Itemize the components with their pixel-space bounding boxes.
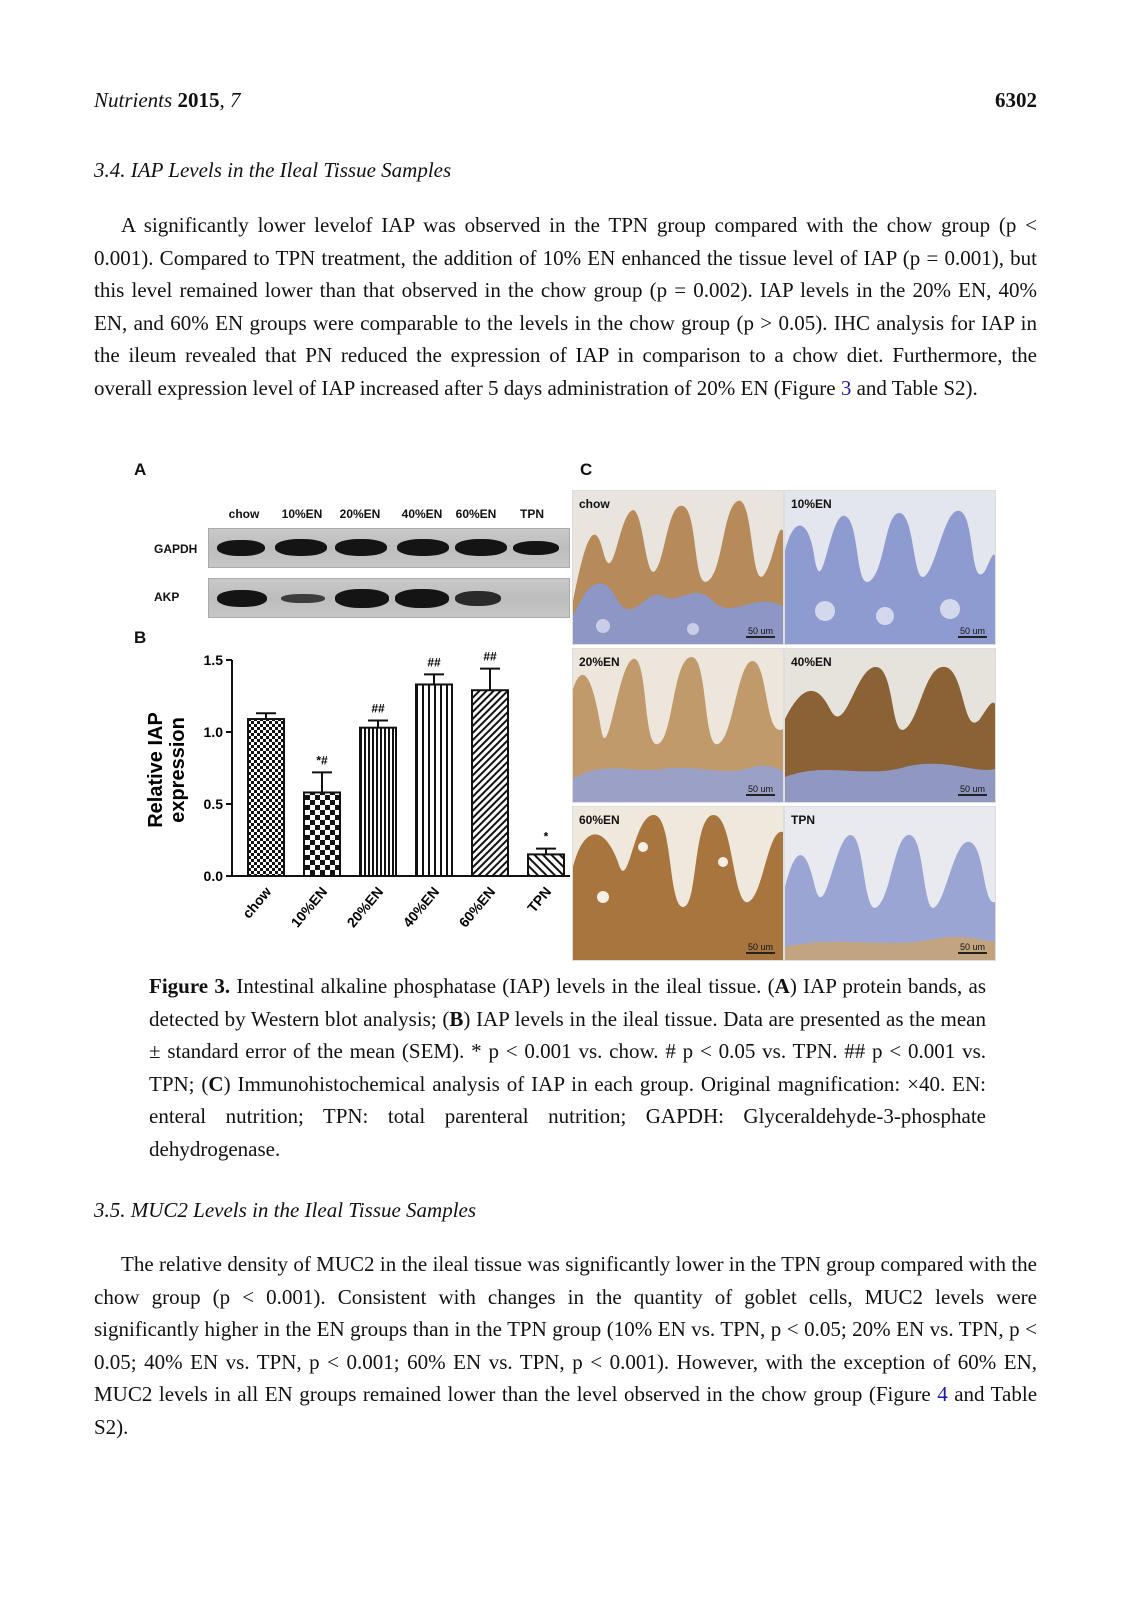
ihc-label: 40%EN xyxy=(791,655,832,669)
journal-volume: 7 xyxy=(229,88,241,112)
scale-bar: 50 um xyxy=(959,942,985,952)
significance-marker: ## xyxy=(483,649,497,664)
ihc-label: TPN xyxy=(791,813,815,827)
lane-label: 40%EN xyxy=(401,507,443,521)
panel-a-letter: A xyxy=(134,460,147,479)
y-axis-label xyxy=(145,712,189,828)
lane-label: 10%EN xyxy=(281,507,323,521)
lane-label: 20%EN xyxy=(339,507,381,521)
paragraph-text-end: and Table S2). xyxy=(851,375,978,400)
x-tick-labels xyxy=(239,884,554,931)
significance-marker: *# xyxy=(316,753,328,768)
ihc-image-tpn xyxy=(784,806,996,961)
scale-bar: 50 um xyxy=(747,942,773,952)
ihc-image-chow xyxy=(572,490,784,645)
bars xyxy=(248,650,564,876)
x-tick-label: 40%EN xyxy=(399,883,443,931)
x-tick-label: chow xyxy=(239,883,275,922)
x-tick-label: 60%EN xyxy=(455,883,499,931)
y-tick-label: 0.0 xyxy=(203,868,223,884)
section-3-5-title: 3.5. MUC2 Levels in the Ileal Tissue Samples xyxy=(94,1198,477,1222)
blot-band xyxy=(455,539,507,556)
ihc-image-10en xyxy=(784,490,996,645)
x-tick-label: TPN xyxy=(524,883,555,916)
akp-blot-strip xyxy=(208,578,570,618)
y-tick-label: 1.0 xyxy=(203,724,223,740)
caption-text: Intestinal alkaline phosphatase (IAP) levels in the ileal tissue. ( xyxy=(230,974,775,998)
y-tick-label: 1.5 xyxy=(203,652,223,668)
ihc-label: 20%EN xyxy=(579,655,620,669)
bar xyxy=(304,792,340,876)
bar xyxy=(528,854,564,876)
ihc-label: 10%EN xyxy=(791,497,832,511)
blot-band xyxy=(395,589,449,608)
caption-text: ) Immunohistochemical analysis of IAP in each group. Original magnification: ×40. EN: enteral nutrition; TPN: total parenteral nutrition; GAPDH: Glyceraldehyde-3-phosphate dehydrogenase. xyxy=(149,1071,987,1161)
blot-band xyxy=(335,589,389,608)
running-header xyxy=(94,88,1037,116)
caption-text: ) IAP levels in the ileal tissue. Data are presented as the mean ± standard error of the mean (SEM). * p < 0.001 vs. chow. # p < 0.05 vs. TPN. ## p < 0.001 vs. TPN; ( xyxy=(149,1006,986,1096)
blot-band xyxy=(397,539,449,556)
y-tick-label: 0.5 xyxy=(203,796,223,812)
lane-label: TPN xyxy=(520,507,544,521)
caption-label: Figure 3. xyxy=(149,974,231,998)
bar xyxy=(360,728,396,876)
paragraph-text: A significantly lower levelof IAP was observed in the TPN group compared with the chow group (p < 0.001). Compared to TPN treatment, the addition of 10% EN enhanced the tissue level of IAP (p = 0.001), but this level remained lower than that observed in the chow group (p = 0.002). IAP levels in the 20% EN, 40% EN, and 60% EN groups were comparable to the levels in the chow group (p > 0.05). IHC analysis for IAP in the ileum revealed that PN reduced the expression of IAP in comparison to a chow diet. Furthermore, the overall expression level of IAP increased after 5 days administration of 20% EN (Figure xyxy=(94,213,1037,400)
blot-band xyxy=(275,539,327,556)
caption-bold: B xyxy=(449,1006,464,1031)
figure-3-caption xyxy=(149,970,986,1165)
ihc-micrograph xyxy=(573,491,783,644)
ihc-micrograph xyxy=(785,807,995,960)
figure-3-link[interactable]: 3 xyxy=(840,375,852,400)
bar xyxy=(248,719,284,876)
bar xyxy=(416,684,452,876)
lane-label: 60%EN xyxy=(455,507,497,521)
figure-4-link[interactable]: 4 xyxy=(937,1382,948,1406)
ihc-image-40en xyxy=(784,648,996,803)
scale-bar: 50 um xyxy=(959,626,985,636)
ihc-label: chow xyxy=(579,497,610,511)
blot-band xyxy=(281,594,325,603)
blot-band xyxy=(513,541,559,555)
ihc-image-60en xyxy=(572,806,784,961)
journal-citation: Nutrients 2015, 7 xyxy=(94,88,241,112)
ihc-micrograph xyxy=(573,649,783,802)
ihc-image-20en xyxy=(572,648,784,803)
blot-band xyxy=(217,590,267,607)
blot-row-label-gapdh: GAPDH xyxy=(154,542,198,556)
scale-bar: 50 um xyxy=(747,784,773,794)
blot-row-label-akp: AKP xyxy=(154,590,180,604)
ihc-micrograph xyxy=(785,491,995,644)
page-number: 6302 xyxy=(995,88,1037,112)
significance-marker: ## xyxy=(371,701,385,716)
blot-band xyxy=(217,540,265,556)
significance-marker: ## xyxy=(427,655,441,670)
ihc-micrograph xyxy=(573,807,783,960)
y-axis-label-line: expression xyxy=(167,717,189,823)
paragraph-text: The relative density of MUC2 in the ileal tissue was significantly lower in the TPN group compared with the chow group (p < 0.001). Consistent with changes in the quantity of goblet cells, MUC2 levels were significantly higher in the EN groups than in the TPN group (10% EN vs. TPN, p < 0.05; 20% EN vs. TPN, p < 0.05; 40% EN vs. TPN, p < 0.001; 60% EN vs. TPN, p < 0.001). However, with the exception of 60% EN, MUC2 levels in all EN groups remained lower than the level observed in the chow group (Figure xyxy=(94,1252,1037,1406)
significance-marker: * xyxy=(543,829,549,844)
gapdh-blot-strip xyxy=(208,528,570,568)
paragraph-text-end: and Table S2). xyxy=(94,1382,1038,1439)
scale-bar: 50 um xyxy=(747,626,773,636)
x-tick-label: 20%EN xyxy=(343,883,387,931)
caption-bold: C xyxy=(208,1071,224,1096)
ihc-label: 60%EN xyxy=(579,813,620,827)
ihc-micrograph xyxy=(785,649,995,802)
section-3-4-paragraph xyxy=(94,209,1037,404)
x-tick-label: 10%EN xyxy=(287,883,331,931)
panel-b-letter: B xyxy=(134,628,147,647)
blot-band xyxy=(335,539,387,556)
journal-year: 2015 xyxy=(177,88,220,112)
blot-band xyxy=(455,591,501,606)
caption-text: ) IAP protein bands, as detected by Western blot analysis; ( xyxy=(149,974,986,1031)
section-3-4-title: 3.4. IAP Levels in the Ileal Tissue Samples xyxy=(94,158,452,182)
section-3-5-paragraph xyxy=(94,1248,1037,1443)
journal-name: Nutrients xyxy=(94,88,173,112)
bar xyxy=(472,690,508,876)
scale-bar: 50 um xyxy=(959,784,985,794)
y-axis-label-line: Relative IAP xyxy=(145,712,167,828)
caption-bold: A xyxy=(774,974,790,998)
panel-c-letter: C xyxy=(580,460,593,479)
iap-bar-chart xyxy=(140,640,570,960)
lane-label: chow xyxy=(228,507,260,521)
